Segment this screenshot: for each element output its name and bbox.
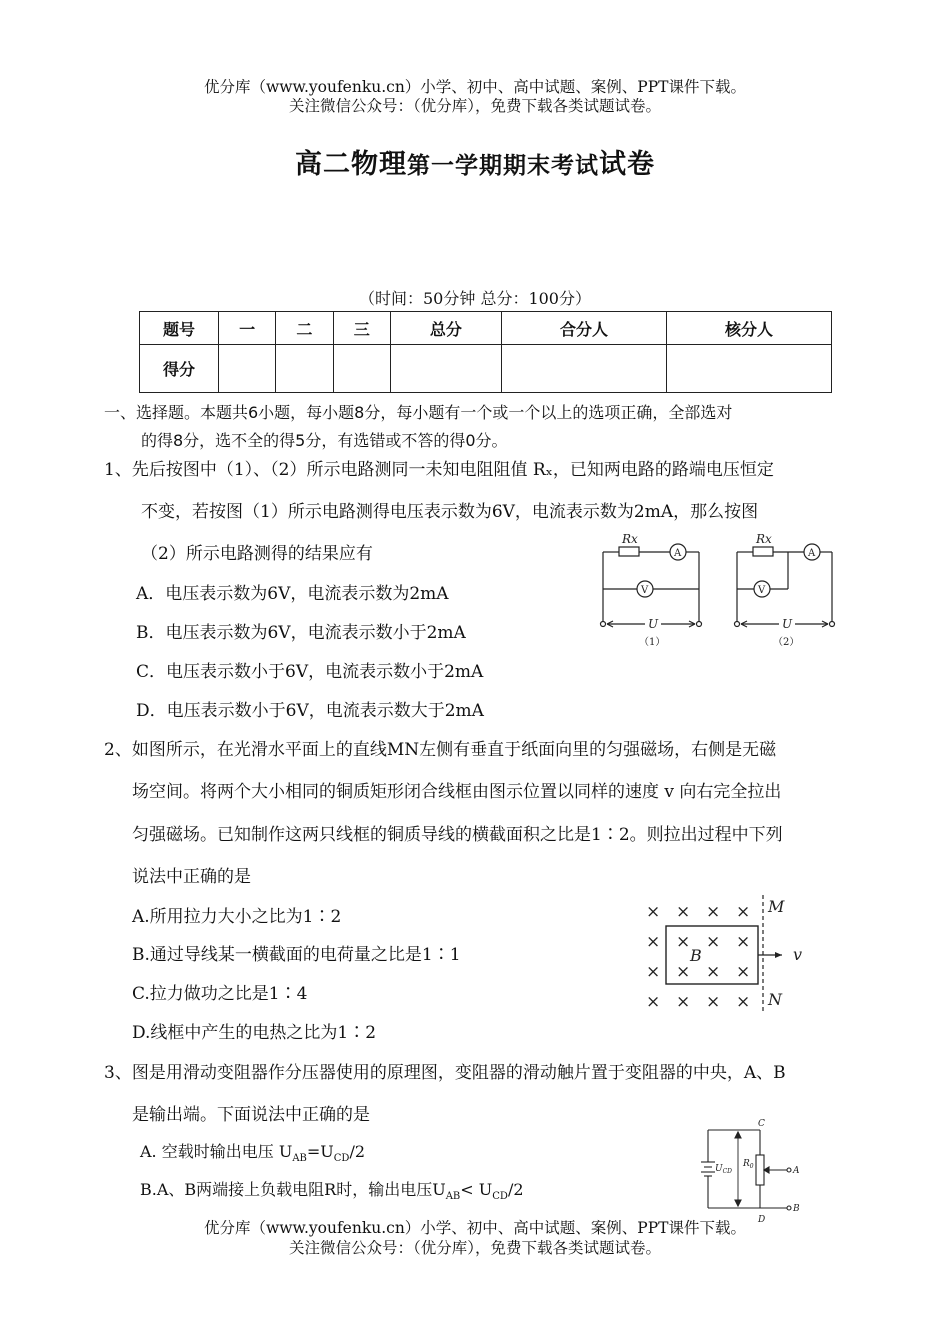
q1-circuit-figure [595,528,845,653]
q3-option-a-tail: /2 [349,1142,366,1161]
resistor-rx-icon [753,547,773,556]
score-table-cell: 合分人 [501,312,666,345]
caption-1: （1） [639,637,666,648]
q3-option-b [140,1177,524,1202]
q3-divider-figure [698,1118,806,1224]
voltmeter-label-2: V [758,585,766,596]
resistor-rx-icon [619,547,639,556]
u-label-2: U [782,617,793,631]
cross-icon: × [706,962,721,982]
q1-line-1: 1、先后按图中（1）、（2）所示电路测同一未知电阻阻值 Rₓ，已知两电路的路端电压恒定 [104,460,774,480]
section-1-line-1: 一、选择题。本题共6小题，每小题8分，每小题有一个或一个以上的选项正确，全部选对 [104,403,733,422]
q2-option-a: A.所用拉力大小之比为1∶2 [132,907,342,927]
cross-icon: × [736,932,751,952]
q1-line-2: 不变，若按图（1）所示电路测得电压表示数为6V，电流表示数为2mA，那么按图 [141,502,759,522]
footer-line-1: 优分库（www.youfenku.cn）小学、初中、高中试题、案例、PPT课件下载。 [203,1219,747,1237]
rx-label-1: Rx [622,532,638,546]
q2-option-b: B.通过导线某一横截面的电荷量之比是1∶1 [132,945,461,965]
score-input-cell[interactable] [501,345,666,393]
q2-option-c: C.拉力做功之比是1∶4 [132,984,308,1004]
cross-icon: × [646,902,661,922]
q1-option-c: C．电压表示数小于6V，电流表示数小于2mA [136,662,484,682]
exam-info: （时间：50分钟 总分：100分） [359,289,591,308]
q1-option-d: D．电压表示数小于6V，电流表示数大于2mA [136,701,484,721]
label-ucd [715,1164,732,1175]
voltmeter-label-1: V [641,585,649,596]
label-r0-sub: 0 [749,1163,754,1170]
cross-icon: × [646,992,661,1012]
q2-line-3: 匀强磁场。已知制作这两只线框的铜质导线的横截面积之比是1∶2。则拉出过程中下列 [132,825,783,845]
label-r0 [742,1159,754,1170]
q3-option-b-sub-1: AB [445,1191,461,1203]
q3-option-b-lt: < U [460,1180,493,1199]
label-n: N [768,990,782,1009]
page-title [0,142,950,181]
cross-icon: × [676,902,691,922]
cross-icon: × [736,902,751,922]
q2-line-1: 2、如图所示，在光滑水平面上的直线MN左侧有垂直于纸面向里的匀强磁场，右侧是无磁 [104,740,777,760]
q2-option-d: D.线框中产生的电热之比为1∶2 [132,1023,377,1043]
label-b: B [690,946,702,965]
score-table-header-row [140,312,832,345]
score-table-cell: 核分人 [666,312,831,345]
q3-line-1: 3、图是用滑动变阻器作分压器使用的原理图，变阻器的滑动触片置于变阻器的中央，A、B [104,1063,786,1083]
label-d: D [758,1215,766,1224]
score-table-cell: 三 [333,312,390,345]
score-table-cell: 二 [276,312,333,345]
label-v: v [793,945,803,964]
cross-icon: × [646,962,661,982]
q3-option-a [140,1139,365,1164]
cross-icon: × [676,992,691,1012]
cross-icon: × [736,962,751,982]
q2-line-2: 场空间。将两个大小相同的铜质矩形闭合线框由图示位置以同样的速度 v 向右完全拉出 [132,782,782,802]
footer-line-2: 关注微信公众号：（优分库），免费下载各类试题试卷。 [288,1239,661,1257]
label-ucd-sub: CD [722,1168,732,1175]
score-table-cell: 题号 [140,312,219,345]
caption-2: （2） [773,637,800,648]
score-table [139,311,832,393]
q1-line-3: （2）所示电路测得的结果应有 [141,544,373,564]
q3-option-a-sub-2: CD [333,1153,350,1165]
header-line-1: 优分库（www.youfenku.cn）小学、初中、高中试题、案例、PPT课件下载。 [203,78,747,96]
label-b: B [793,1204,800,1214]
cross-icon: × [676,932,691,952]
cross-icon: × [706,932,721,952]
ammeter-label-1: A [674,548,682,559]
label-a: A [793,1166,800,1176]
score-input-cell[interactable] [276,345,333,393]
score-input-cell[interactable] [390,345,501,393]
score-input-cell[interactable] [666,345,831,393]
q2-field-figure [640,893,820,1013]
score-table-cell: 一 [219,312,276,345]
circuit-2 [735,544,835,627]
score-table-score-row [140,345,832,393]
header-line-2: 关注微信公众号：（优分库），免费下载各类试题试卷。 [288,97,661,115]
q1-option-b: B．电压表示数为6V，电流表示数小于2mA [136,623,466,643]
q3-option-b-tail: /2 [507,1180,524,1199]
cross-icon: × [676,962,691,982]
q3-option-a-text: A. 空载时输出电压 U [140,1142,293,1161]
title-part-2: 第一学期期末考试 [407,153,599,179]
score-table-cell: 总分 [390,312,501,345]
title-part-1: 高二物理 [295,149,407,180]
circuit-1 [601,544,702,627]
cross-icon: × [646,932,661,952]
title-part-3: 试卷 [599,149,655,180]
q3-option-b-text: B.A、B两端接上负载电阻R时，输出电压U [140,1180,446,1199]
section-1-line-2: 的得8分，选不全的得5分，有选错或不答的得0分。 [141,431,508,450]
rx-label-2: Rx [756,532,772,546]
q3-line-2: 是输出端。下面说法中正确的是 [132,1105,370,1125]
q1-option-a: A．电压表示数为6V，电流表示数为2mA [136,584,449,604]
score-input-cell[interactable] [219,345,276,393]
cross-icon: × [706,902,721,922]
rheostat-icon [756,1155,764,1185]
score-table-row-label: 得分 [140,345,219,393]
u-label-1: U [648,617,659,631]
q3-option-b-sub-2: CD [492,1191,508,1203]
label-r0-main: R [743,1159,750,1169]
cross-icon: × [736,992,751,1012]
label-m: M [768,897,785,916]
cross-icon: × [706,992,721,1012]
q3-option-a-eq: =U [306,1142,334,1161]
ammeter-label-2: A [808,548,816,559]
score-input-cell[interactable] [333,345,390,393]
q3-option-a-sub-1: AB [292,1153,307,1165]
label-ucd-main: U [715,1164,723,1174]
q2-line-4: 说法中正确的是 [132,867,251,887]
label-c: C [758,1119,765,1129]
